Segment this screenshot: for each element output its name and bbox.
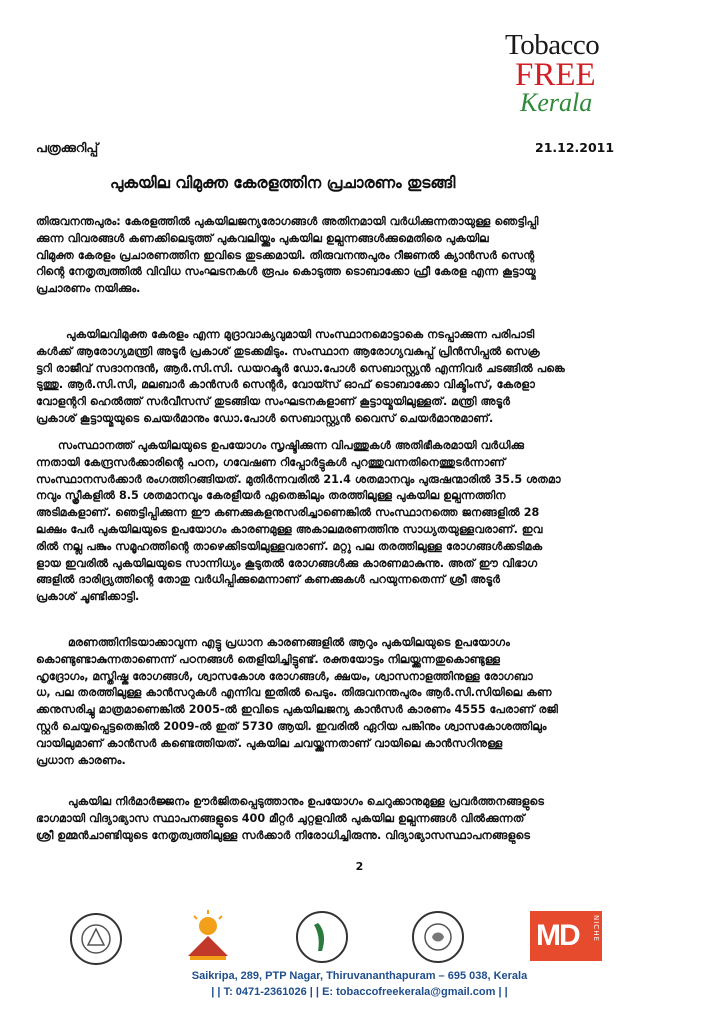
logo-line-kerala: Kerala xyxy=(520,88,593,117)
line: പുകയിലവിമുക്ത കേരളം എന്ന മുദ്രാവാക്യവുമായി സംസ്ഥാനമൊട്ടാകെ നടപ്പാക്കുന്ന പരിപാടി xyxy=(66,328,535,341)
line: ങ്ങളിൽ ദാരിദ്ര്യത്തിന്റെ തോതു വർധിപ്പിക്കുമെന്നാണ് കണക്കുകൾ പറയുന്നതെന്ന് ശ്രീ അടൂർ xyxy=(36,573,501,587)
release-date: 21.12.2011 xyxy=(535,140,615,155)
document-title: പുകയില വിമുക്ത കേരളത്തിന പ്രചാരണം തുടങ്ങി xyxy=(110,174,456,192)
line: അടിമകളാണ്. ഞെട്ടിപ്പിക്കുന്ന ഈ കണക്കുകളനുസരിച്ചാണെങ്കിൽ സംസ്ഥാനത്തെ ജനങ്ങളിൽ 28 xyxy=(36,506,540,520)
line: മരണത്തിനിടയാക്കാവുന്ന എട്ടു പ്രധാന കാരണങ്ങളിൽ ആറും പുകയിലയുടെ ഉപയോഗം xyxy=(68,636,510,649)
footer-contact: | | T: 0471-2361026 | | E: tobaccofreekerala@gmail.com | | xyxy=(211,986,508,998)
page-number: 2 xyxy=(355,860,364,873)
paragraph-2 xyxy=(36,327,612,428)
line: തിരുവനന്തപുരം: കേരളത്തിൽ പുകയിലജന്യരോഗങ്ങൾ അതിനമായി വർധിക്കുന്നതായുള്ള ഞെട്ടിപ്പി xyxy=(36,215,539,228)
paragraph-1 xyxy=(36,214,612,298)
press-release-label: പത്രക്കുറിപ്പ് xyxy=(36,140,99,155)
line: വോളന്ററി ഹെൽത്ത് സർവീസസ് തുടങ്ങിയ സംഘടനകളാണ് കൂട്ടായ്മയിലുള്ളത്. മന്ത്രി അടൂർ xyxy=(36,395,511,409)
line: വിമുക്ത കേരളം പ്രചാരണത്തിന ഇവിടെ തുടക്കമായി. തിരുവനന്തപുരം റീജണൽ ക്യാൻസർ സെന്റ xyxy=(36,248,535,262)
line: സംസ്ഥാനസർക്കാർ രംഗത്തിറങ്ങിയത്. മുതിർന്നവരിൽ 21.4 ശതമാനവും പുരുഷന്മാരിൽ 35.5 ശതമാ xyxy=(36,472,561,486)
line: പ്രചാരണം നയിക്കും. xyxy=(36,282,141,296)
niche-label: NICHE xyxy=(592,915,600,942)
line: റിന്റെ നേതൃത്വത്തിൽ വിവിധ സംഘടനകൾ രൂപം കൊടുത്ത ടൊബാക്കോ ഫ്രീ കേരള എന്ന കൂട്ടായ്മ xyxy=(36,265,536,279)
line: ക്കനുസരിച്ചു മാത്രമാണെങ്കിൽ 2005-ൽ ഇവിടെ പുകയിലജന്യ കാൻസർ കാരണം 4555 പേരാണ് രജി xyxy=(36,703,558,717)
paragraph-3 xyxy=(36,438,612,606)
line: ധ, പല തരത്തിലുള്ള കാൻസറുകൾ എന്നിവ ഇതിൽ പെടും. തിരുവനന്തപുരം ആർ.സി.സിയിലെ കണ xyxy=(36,686,552,700)
line: നവും സ്ത്രീകളിൽ 8.5 ശതമാനവും കേരളീയർ ഏതെങ്കിലും തരത്തിലുള്ള പുകയില ഉല്പന്നത്തിന xyxy=(36,489,506,503)
line: സ്റ്റർ ചെയ്യപ്പെട്ടതെങ്കിൽ 2009-ൽ ഇത് 5730 ആയി. ഇവരിൽ ഏറിയ പങ്കിനും ശ്വാസകോശത്തിലും xyxy=(36,719,547,733)
kerala-voluntary-health-services-logo xyxy=(296,911,348,963)
paragraph-5 xyxy=(36,794,612,844)
tobacco-free-kerala-logo xyxy=(505,30,615,120)
paragraph-4 xyxy=(36,635,612,769)
line: ക്കുന്ന വിവരങ്ങൾ കണക്കിലെടുത്ത് പുകവലിയ്ക്കും പുകയില ഉല്പന്നങ്ങൾക്കുമെതിരെ പുകയില xyxy=(36,231,489,245)
logo-line-free: FREE xyxy=(515,57,596,93)
line: പ്രധാന കാരണം. xyxy=(36,753,126,767)
md-niche-logo xyxy=(530,911,602,961)
footer-address: Saikripa, 289, PTP Nagar, Thiruvananthapuram – 695 038, Kerala xyxy=(191,970,528,982)
malabar-cancer-centre-logo xyxy=(412,911,464,963)
line: ലക്ഷം പേർ പുകയിലയുടെ ഉപയോഗം കാരണമുള്ള അകാലമരണത്തിനു സാധ്യതയുള്ളവരാണ്. ഇവ xyxy=(36,522,543,536)
line: പ്രകാശ് കൂട്ടായ്മയുടെ ചെയർമാനും ഡോ.പോൾ സെബാസ്റ്റ്യൻ വൈസ് ചെയർമാനുമാണ്. xyxy=(36,411,494,425)
line: ന്നതായി കേന്ദ്രസർക്കാരിന്റെ പഠന, ഗവേഷണ റിപ്പോർട്ടുകൾ പുറത്തുവന്നതിനെത്തുടർന്നാണ് xyxy=(36,455,506,469)
line: ളായ ഇവരിൽ പുകയിലയുടെ സാന്നിധ്യം കൂടുതൽ രോഗങ്ങൾക്കു കാരണമാകുന്നു. അത് ഈ വിഭാഗ xyxy=(36,556,538,570)
voice-of-tobacco-victims-logo xyxy=(180,908,236,964)
line: ശ്രീ ഉമ്മൻചാണ്ടിയുടെ നേതൃത്വത്തിലുള്ള സർക്കാർ നിരോധിച്ചിരുന്നു. വിദ്യാഭ്യാസസ്ഥാപനങ്ങളുടെ xyxy=(36,828,531,842)
line: കൊണ്ടുണ്ടാകുന്നതാണെന്ന് പഠനങ്ങൾ തെളിയിച്ചിട്ടുണ്ട്. രക്തയോട്ടം നിലയ്ക്കുന്നതുകൊണ്ടുള്ള xyxy=(36,652,501,666)
line: ഭാഗമായി വിദ്യാഭ്യാസ സ്ഥാപനങ്ങളുടെ 400 മീറ്റർ ചുറ്റളവിൽ പുകയില ഉല്പന്നങ്ങൾ വിൽക്കുന്നത് xyxy=(36,811,525,825)
line: ടുത്തു. ആർ.സി.സി, മലബാർ കാൻസർ സെന്റർ, വോയ്സ് ഓഫ് ടൊബാക്കോ വിക്ടിംസ്, കേരളാ xyxy=(36,378,535,392)
md-label: MD xyxy=(536,919,579,952)
line: കൾക്ക് ആരോഗ്യമന്ത്രി അടൂർ പ്രകാശ് തുടക്കമിടും. സംസ്ഥാന ആരോഗ്യവകുപ്പ് പ്രിൻസിപ്പൽ സെക്ര xyxy=(36,344,540,358)
logo-line-tobacco: Tobacco xyxy=(505,29,600,61)
line: രിൽ നല്ല പങ്കും സമൂഹത്തിന്റെ താഴെക്കിടയിലുള്ളവരാണ്. മറ്റു പല തരത്തിലുള്ള രോഗങ്ങൾക്കടിമക xyxy=(36,539,543,553)
line: വായിലുമാണ് കാൻസർ കണ്ടെത്തിയത്. പുകയില ചവയ്ക്കുന്നതാണ് വായിലെ കാൻസറിനുള്ള xyxy=(36,736,503,750)
line: പ്രകാശ് ചൂണ്ടിക്കാട്ടി. xyxy=(36,590,140,604)
line: സംസ്ഥാനത്ത് പുകയിലയുടെ ഉപയോഗം സൃഷ്ടിക്കുന്ന വിപത്തുകൾ അതിഭീകരമായി വർധിക്കു xyxy=(58,439,525,452)
rcc-seal-logo xyxy=(70,913,122,965)
line: പുകയില നിർമാർജ്ജനം ഊർജിതപ്പെടുത്താനും ഉപയോഗം ചെറുക്കാനുമുള്ള പ്രവർത്തനങ്ങളുടെ xyxy=(68,795,545,808)
line: ഹൃദ്രോഗം, മസ്തിഷ്ക രോഗങ്ങൾ, ശ്വാസകോശ രോഗങ്ങൾ, ക്ഷയം, ശ്വാസനാളത്തിനുള്ള രോഗബാ xyxy=(36,669,533,683)
line: ട്ടറി രാജീവ് സദാനന്ദൻ, ആർ.സി.സി. ഡയറക്ടർ ഡോ.പോൾ സെബാസ്റ്റ്യൻ എന്നിവർ ചടങ്ങിൽ പങ്കെ xyxy=(36,361,565,375)
